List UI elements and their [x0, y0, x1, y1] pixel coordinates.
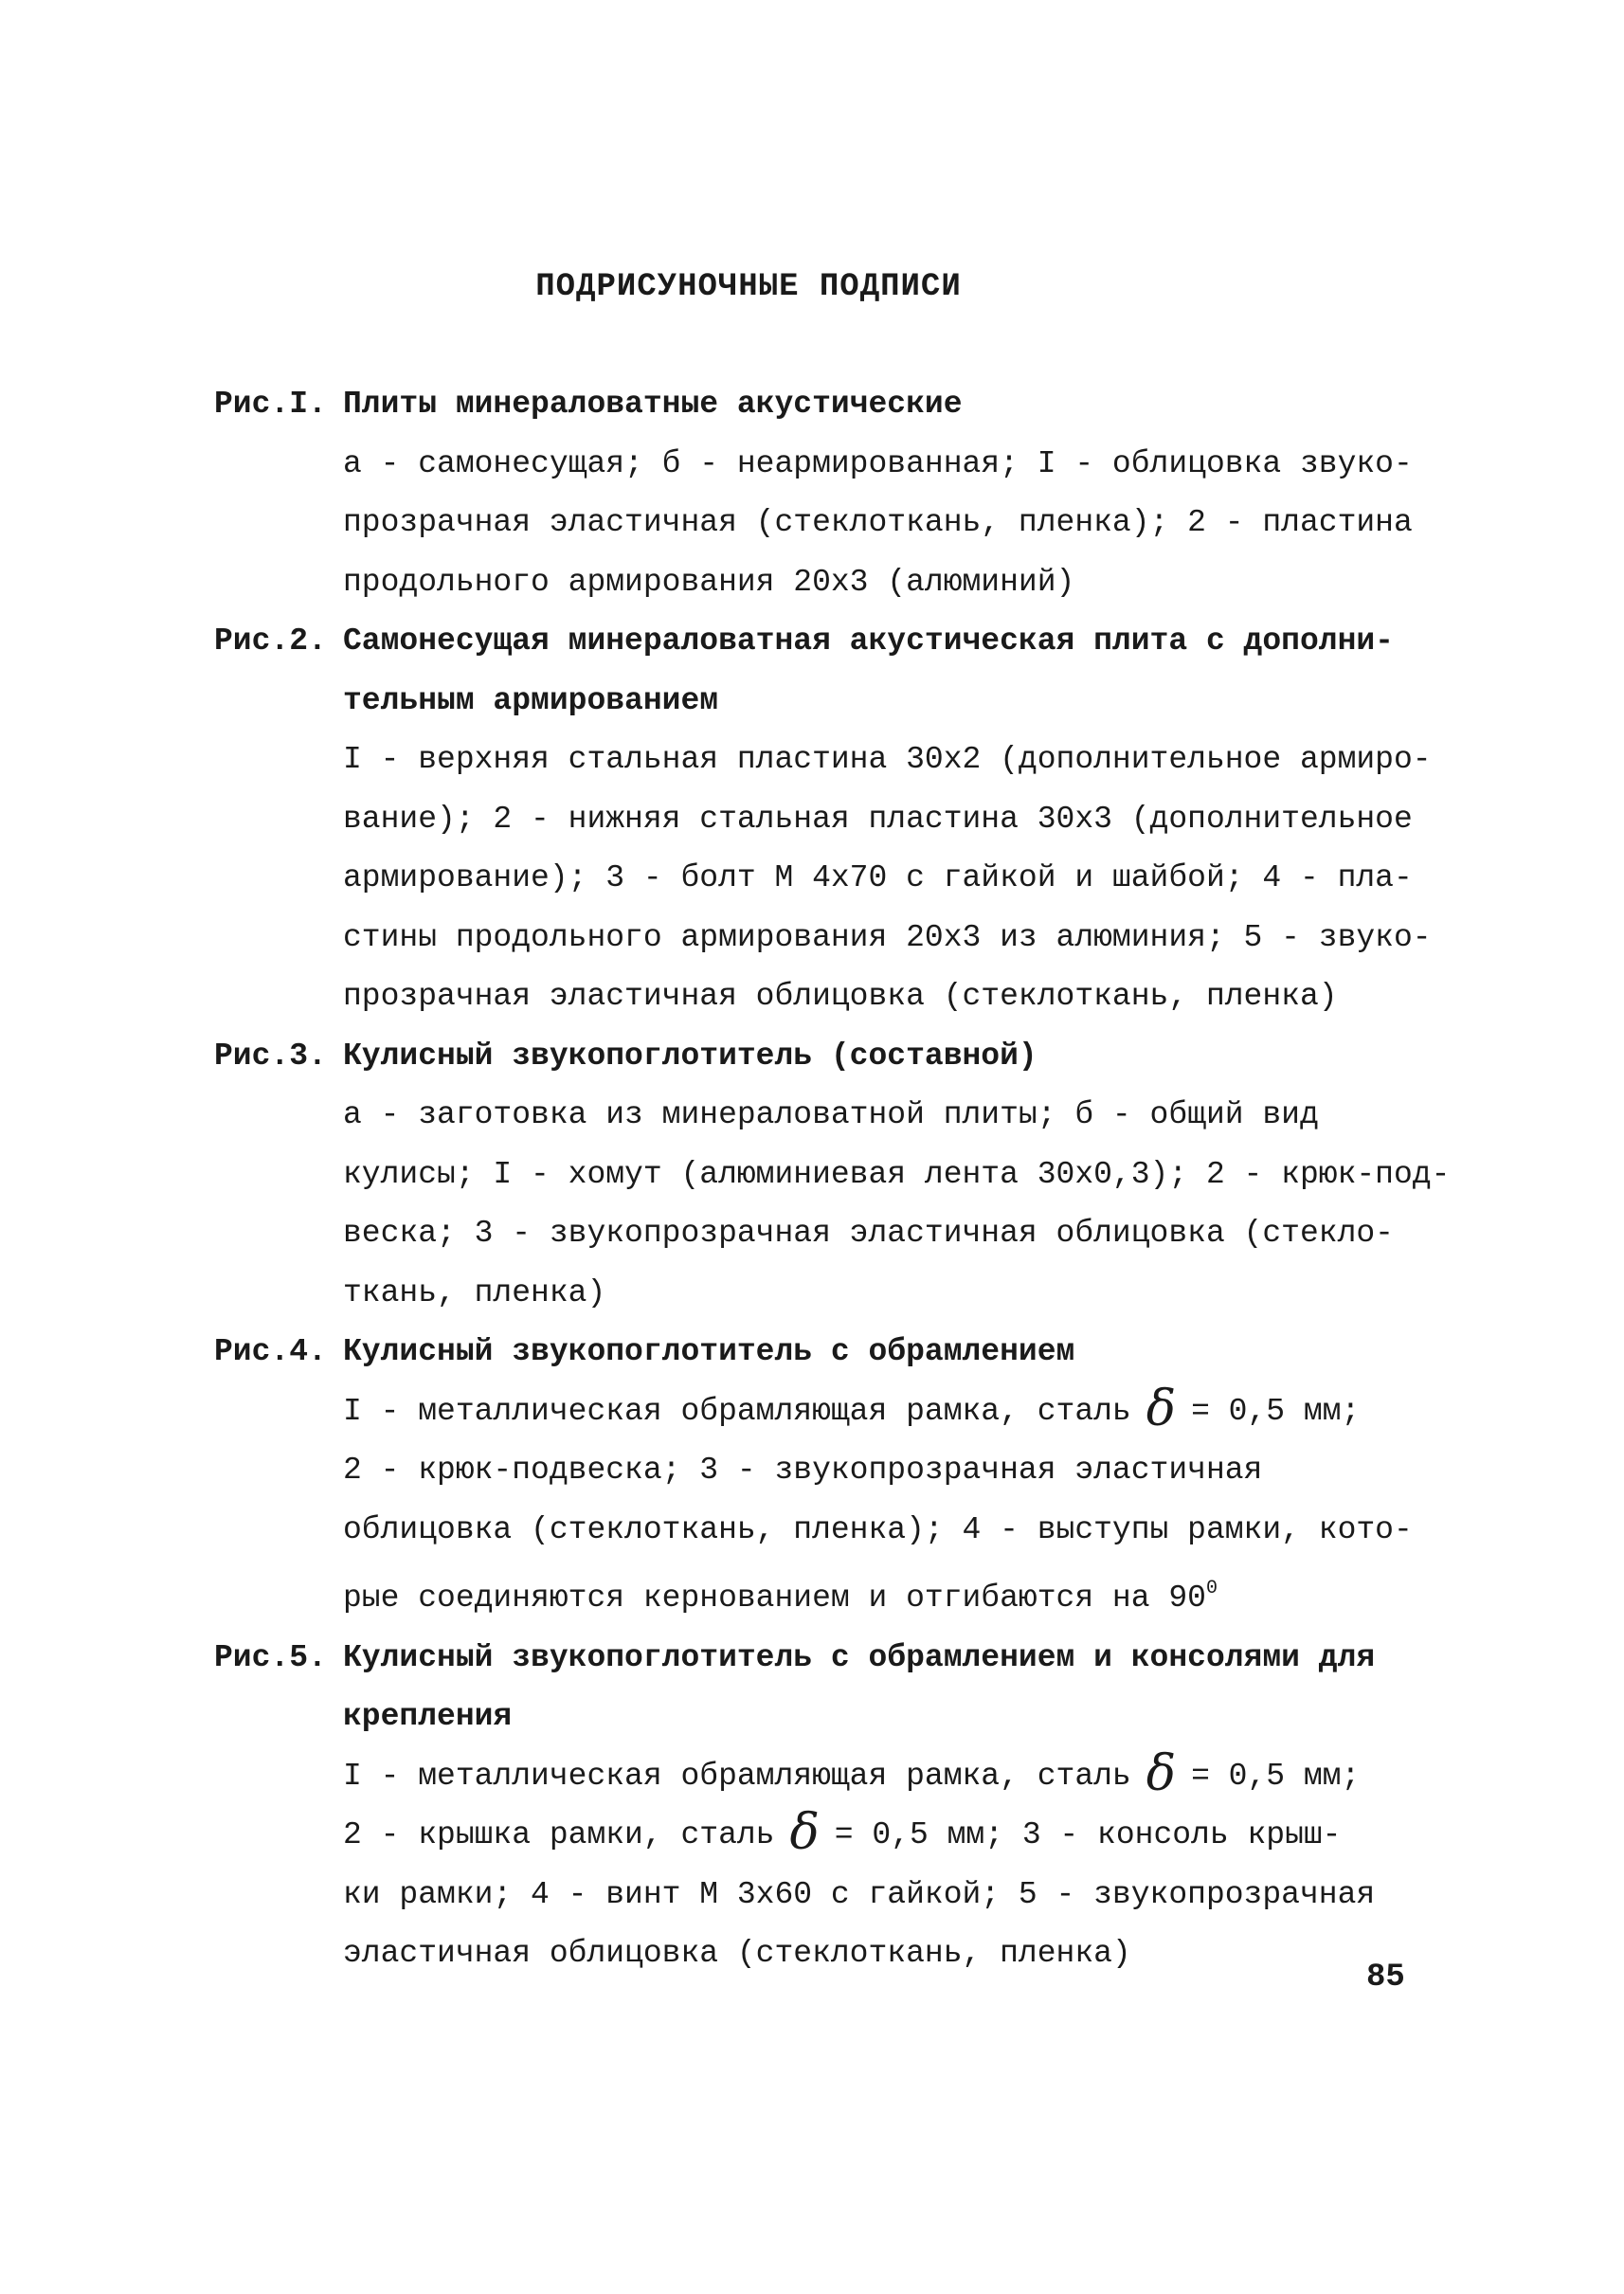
caption-text: = 0,5 мм;	[1191, 1393, 1361, 1429]
caption-line: I - верхняя стальная пластина 30х2 (дополнительное армиро-	[343, 742, 1432, 777]
caption-fig-4	[214, 1323, 1484, 1629]
caption-fig-1	[214, 375, 1484, 612]
caption-label: Рис.3.	[214, 1038, 327, 1074]
caption-body	[343, 612, 1484, 1027]
figure-captions	[214, 375, 1484, 1984]
caption-text: рые соединяются кернованием и отгибаются на 90	[343, 1581, 1206, 1616]
caption-text: = 0,5 мм;	[1191, 1758, 1361, 1794]
caption-label: Рис.I.	[214, 387, 327, 422]
caption-body	[343, 375, 1484, 612]
delta-symbol: δ	[789, 1804, 820, 1861]
caption-text: I - металлическая обрамляющая рамка, сталь	[343, 1393, 1131, 1429]
caption-line: кулисы; I - хомут (алюминиевая лента 30х0,3); 2 - крюк-под-	[343, 1156, 1451, 1192]
caption-label: Рис.2.	[214, 623, 327, 659]
caption-line: армирование); 3 - болт М 4х70 с гайкой и шайбой; 4 - пла-	[343, 860, 1413, 895]
caption-line: облицовка (стеклоткань, пленка); 4 - выступы рамки, кото-	[343, 1511, 1413, 1547]
caption-fig-2	[214, 612, 1484, 1027]
caption-line: продольного армирования 20х3 (алюминий)	[343, 564, 1075, 600]
caption-heading: Плиты минераловатные акустические	[343, 387, 963, 422]
caption-heading: крепления	[343, 1699, 513, 1734]
caption-heading: Кулисный звукопоглотитель с обрамлением	[343, 1334, 1075, 1369]
caption-line: прозрачная эластичная (стеклоткань, пленка); 2 - пластина	[343, 505, 1413, 540]
caption-line: эластичная облицовка (стеклоткань, пленка)	[343, 1936, 1131, 1971]
delta-symbol: δ	[1146, 1744, 1177, 1802]
caption-line: а - заготовка из минераловатной плиты; б - общий вид	[343, 1097, 1319, 1132]
caption-line: веска; 3 - звукопрозрачная эластичная облицовка (стекло-	[343, 1216, 1394, 1251]
caption-line	[343, 1560, 1484, 1629]
caption-line	[343, 1744, 1484, 1807]
degree-mark: 0	[1205, 1578, 1218, 1599]
caption-line	[343, 1806, 1484, 1866]
caption-label: Рис.4.	[214, 1334, 327, 1369]
page-number: 85	[1366, 1960, 1405, 1996]
page-title: ПОДРИСУНОЧНЫЕ ПОДПИСИ	[535, 269, 962, 305]
caption-heading: тельным армированием	[343, 682, 719, 718]
caption-heading: Самонесущая минераловатная акустическая плита с дополни-	[343, 623, 1394, 659]
caption-text: 2 - крышка рамки, сталь	[343, 1817, 775, 1852]
caption-text: = 0,5 мм; 3 - консоль крыш-	[834, 1817, 1342, 1852]
delta-symbol: δ	[1146, 1380, 1177, 1437]
caption-body	[343, 1027, 1484, 1324]
caption-body	[343, 1629, 1484, 1984]
caption-line: ки рамки; 4 - винт М 3х60 с гайкой; 5 - звукопрозрачная	[343, 1876, 1376, 1912]
caption-line: 2 - крюк-подвеска; 3 - звукопрозрачная эластичная	[343, 1453, 1263, 1488]
caption-heading: Кулисный звукопоглотитель с обрамлением и консолями для	[343, 1639, 1376, 1675]
caption-line: стины продольного армирования 20х3 из алюминия; 5 - звуко-	[343, 919, 1432, 955]
caption-fig-5	[214, 1629, 1484, 1984]
caption-fig-3	[214, 1027, 1484, 1324]
caption-line: а - самонесущая; б - неармированная; I - облицовка звуко-	[343, 445, 1413, 481]
caption-line: ткань, пленка)	[343, 1274, 606, 1310]
caption-line: прозрачная эластичная облицовка (стеклоткань, пленка)	[343, 979, 1338, 1014]
caption-line: вание); 2 - нижняя стальная пластина 30х3 (дополнительное	[343, 801, 1413, 837]
caption-line	[343, 1382, 1484, 1442]
caption-heading: Кулисный звукопоглотитель (составной)	[343, 1038, 1038, 1074]
caption-body	[343, 1323, 1484, 1629]
caption-text: I - металлическая обрамляющая рамка, сталь	[343, 1758, 1131, 1794]
caption-label: Рис.5.	[214, 1639, 327, 1675]
